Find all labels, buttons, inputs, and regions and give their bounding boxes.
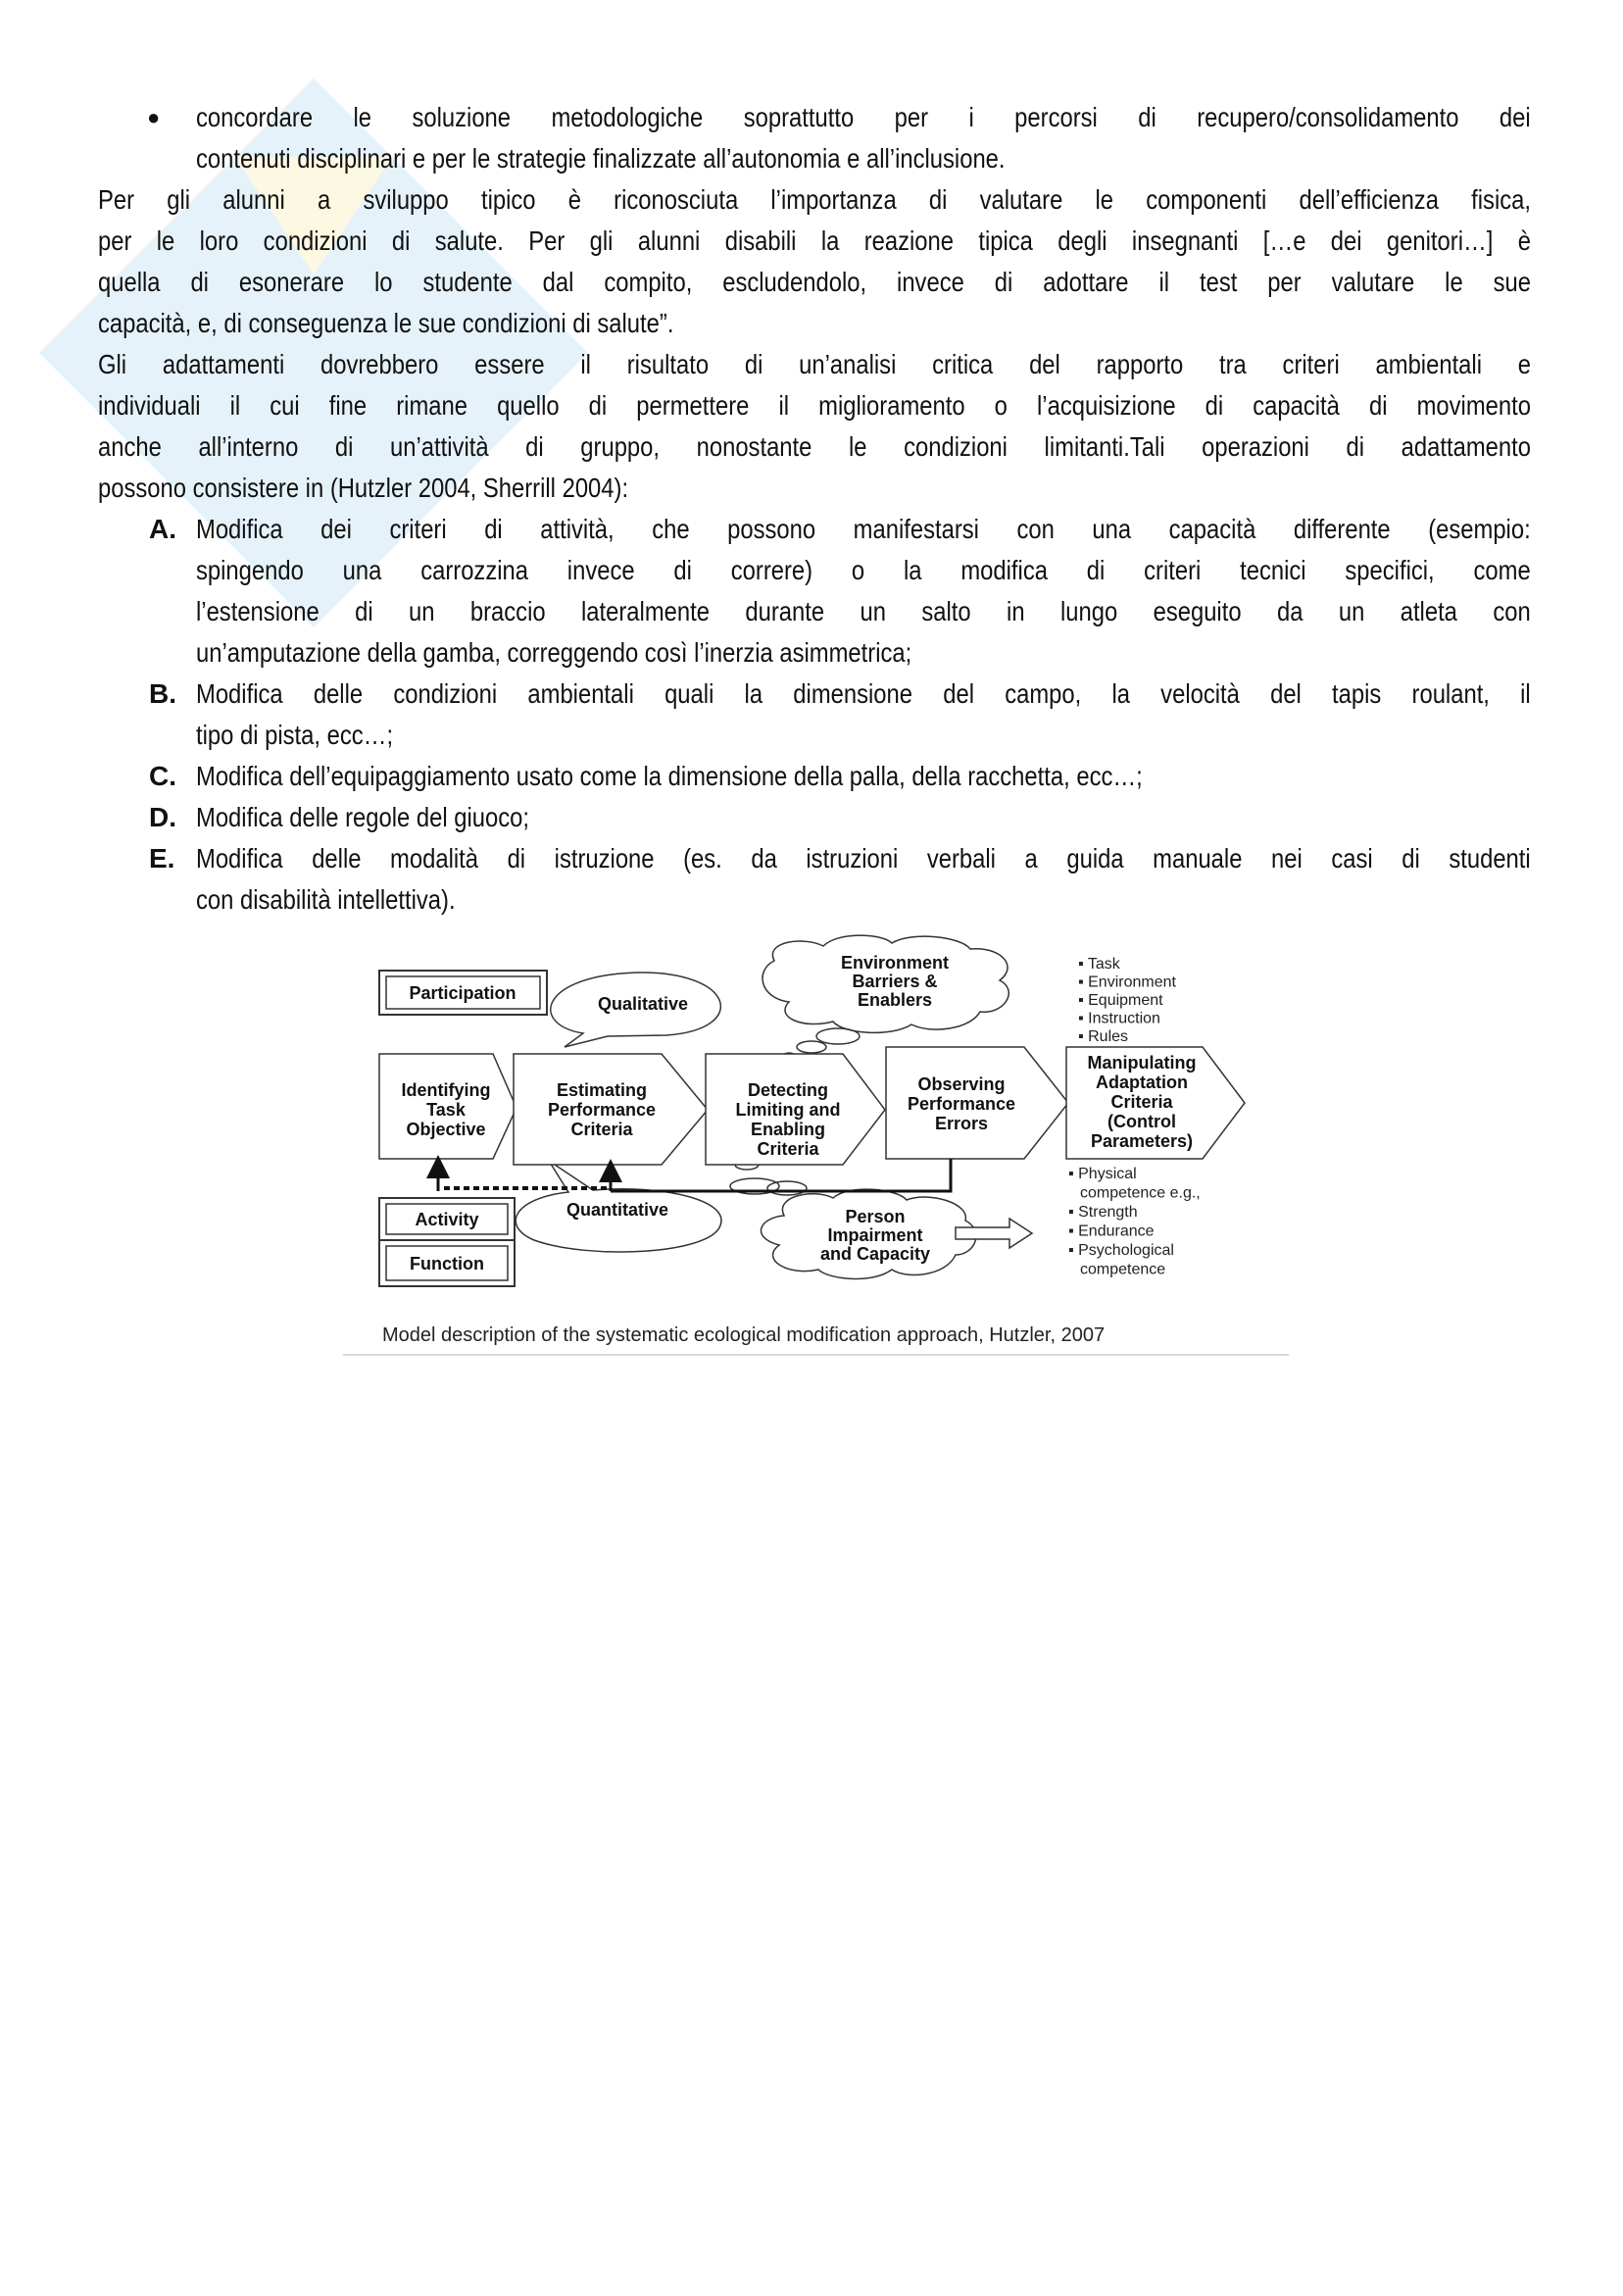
text-line [0, 385, 1623, 426]
control-list-item: ▪ Task [1078, 956, 1120, 973]
step-label: Identifying [401, 1080, 491, 1100]
bullet-marker: ● [147, 105, 161, 129]
function-label: Function [410, 1254, 484, 1273]
step-label: Performance [907, 1094, 1016, 1114]
list-label: A. [149, 514, 176, 544]
control-list-item: ▪ Instruction [1078, 1010, 1160, 1027]
step-label: Observing [917, 1074, 1006, 1094]
person-label: Person [845, 1207, 906, 1226]
line-text: Gli adattamenti dovrebbero essere il risultato di un’analisi critica del rapporto tra criteri ambientali e [98, 349, 1531, 379]
text-line [0, 591, 1623, 632]
line-text: possono consistere in (Hutzler 2004, Sherrill 2004): [98, 473, 629, 503]
environment-label: Enablers [857, 990, 933, 1010]
list-label: C. [149, 761, 176, 791]
step-label: Parameters) [1090, 1131, 1194, 1151]
line-text: un’amputazione della gamba, correggendo così l’inerzia asimmetrica; [196, 637, 912, 668]
line-text: Modifica dell’equipaggiamento usato come la dimensione della palla, della racchetta, ecc…; [196, 761, 1143, 791]
activity-label: Activity [415, 1210, 479, 1229]
line-text: capacità, e, di conseguenza le sue condizioni di salute”. [98, 308, 674, 338]
line-text: individuali il cui fine rimane quello di permettere il miglioramento o l’acquisizione di capacità di movimento [98, 390, 1531, 421]
step-label: Criteria [1110, 1092, 1173, 1112]
text-line [0, 879, 1623, 921]
competence-list-item: ▪ Strength [1068, 1204, 1138, 1221]
line-text: Per gli alunni a sviluppo tipico è riconosciuta l’importanza di valutare le componenti dell’efficienza fisica, [98, 184, 1531, 215]
text-line [0, 756, 1623, 797]
text-line [0, 426, 1623, 468]
competence-list-item: competence [1080, 1261, 1166, 1278]
person-label: Impairment [827, 1225, 923, 1245]
step-label: Manipulating [1087, 1053, 1197, 1073]
text-line [0, 468, 1623, 509]
quantitative-label: Quantitative [566, 1200, 669, 1220]
line-text: con disabilità intellettiva). [196, 884, 456, 915]
step-label: Task [426, 1100, 466, 1120]
step-label: Errors [934, 1114, 989, 1133]
control-list-item: ▪ Rules [1078, 1028, 1129, 1045]
text-line [0, 97, 1623, 138]
text-line [0, 838, 1623, 879]
environment-label: Barriers & [852, 972, 938, 991]
text-line [0, 303, 1623, 344]
person-label: and Capacity [819, 1244, 931, 1264]
line-text: Modifica dei criteri di attività, che possono manifestarsi con una capacità differente (esempio: [196, 514, 1531, 544]
step-label: Estimating [556, 1080, 648, 1100]
step-label: (Control [1107, 1112, 1176, 1131]
text-line [0, 179, 1623, 221]
control-list-item: ▪ Environment [1078, 973, 1176, 991]
competence-list-item: ▪ Physical [1068, 1166, 1137, 1182]
environment-label: Environment [840, 953, 950, 973]
line-text: concordare le soluzione metodologiche soprattutto per i percorsi di recupero/consolidamento dei [196, 102, 1531, 132]
text-line [0, 715, 1623, 756]
line-text: anche all’interno di un’attività di gruppo, nonostante le condizioni limitanti.Tali operazioni di adattamento [98, 431, 1531, 462]
line-text: spingendo una carrozzina invece di correre) o la modifica di criteri tecnici specifici, come [196, 555, 1531, 585]
text-line [0, 797, 1623, 838]
text-line [0, 509, 1623, 550]
text-line [0, 550, 1623, 591]
step-label: Criteria [757, 1139, 819, 1159]
text-line [0, 221, 1623, 262]
line-text: Modifica delle regole del giuoco; [196, 802, 530, 832]
line-text: per le loro condizioni di salute. Per gli alunni disabili la reazione tipica degli insegnanti […e dei genitori…] è [98, 225, 1531, 256]
list-label: D. [149, 802, 176, 832]
line-text: quella di esonerare lo studente dal compito, escludendolo, invece di adottare il test per valutare le sue [98, 267, 1531, 297]
text-line [0, 138, 1623, 179]
line-text: Modifica delle modalità di istruzione (es. da istruzioni verbali a guida manuale nei casi di studenti [196, 843, 1531, 873]
text-line [0, 632, 1623, 674]
ecological-modification-diagram [343, 931, 1294, 1363]
qualitative-label: Qualitative [597, 994, 689, 1014]
competence-list-item: competence e.g., [1080, 1184, 1201, 1202]
step-label: Objective [406, 1120, 486, 1139]
line-text: contenuti disciplinari e per le strategie finalizzate all’autonomia e all’inclusione. [196, 143, 1006, 174]
step-label: Criteria [570, 1120, 633, 1139]
text-line [0, 674, 1623, 715]
line-text: l’estensione di un braccio lateralmente durante un salto in lungo eseguito da un atleta con [196, 596, 1531, 626]
participation-label: Participation [409, 983, 516, 1003]
control-list-item: ▪ Equipment [1078, 992, 1163, 1009]
list-label: E. [149, 843, 175, 873]
competence-list-item: ▪ Psychological [1068, 1242, 1174, 1259]
figure-caption: Model description of the systematic ecological modification approach, Hutzler, 2007 [382, 1324, 1106, 1346]
list-label: B. [149, 678, 176, 709]
text-line [0, 262, 1623, 303]
line-text: Modifica delle condizioni ambientali quali la dimensione del campo, la velocità del tapis roulant, il [196, 678, 1531, 709]
step-label: Limiting and [735, 1100, 841, 1120]
step-label: Performance [547, 1100, 657, 1120]
step-label: Detecting [747, 1080, 829, 1100]
document-body [0, 97, 1623, 921]
competence-list-item: ▪ Endurance [1068, 1223, 1155, 1240]
step-label: Enabling [751, 1120, 825, 1139]
text-line [0, 344, 1623, 385]
line-text: tipo di pista, ecc…; [196, 720, 394, 750]
step-label: Adaptation [1096, 1073, 1188, 1092]
